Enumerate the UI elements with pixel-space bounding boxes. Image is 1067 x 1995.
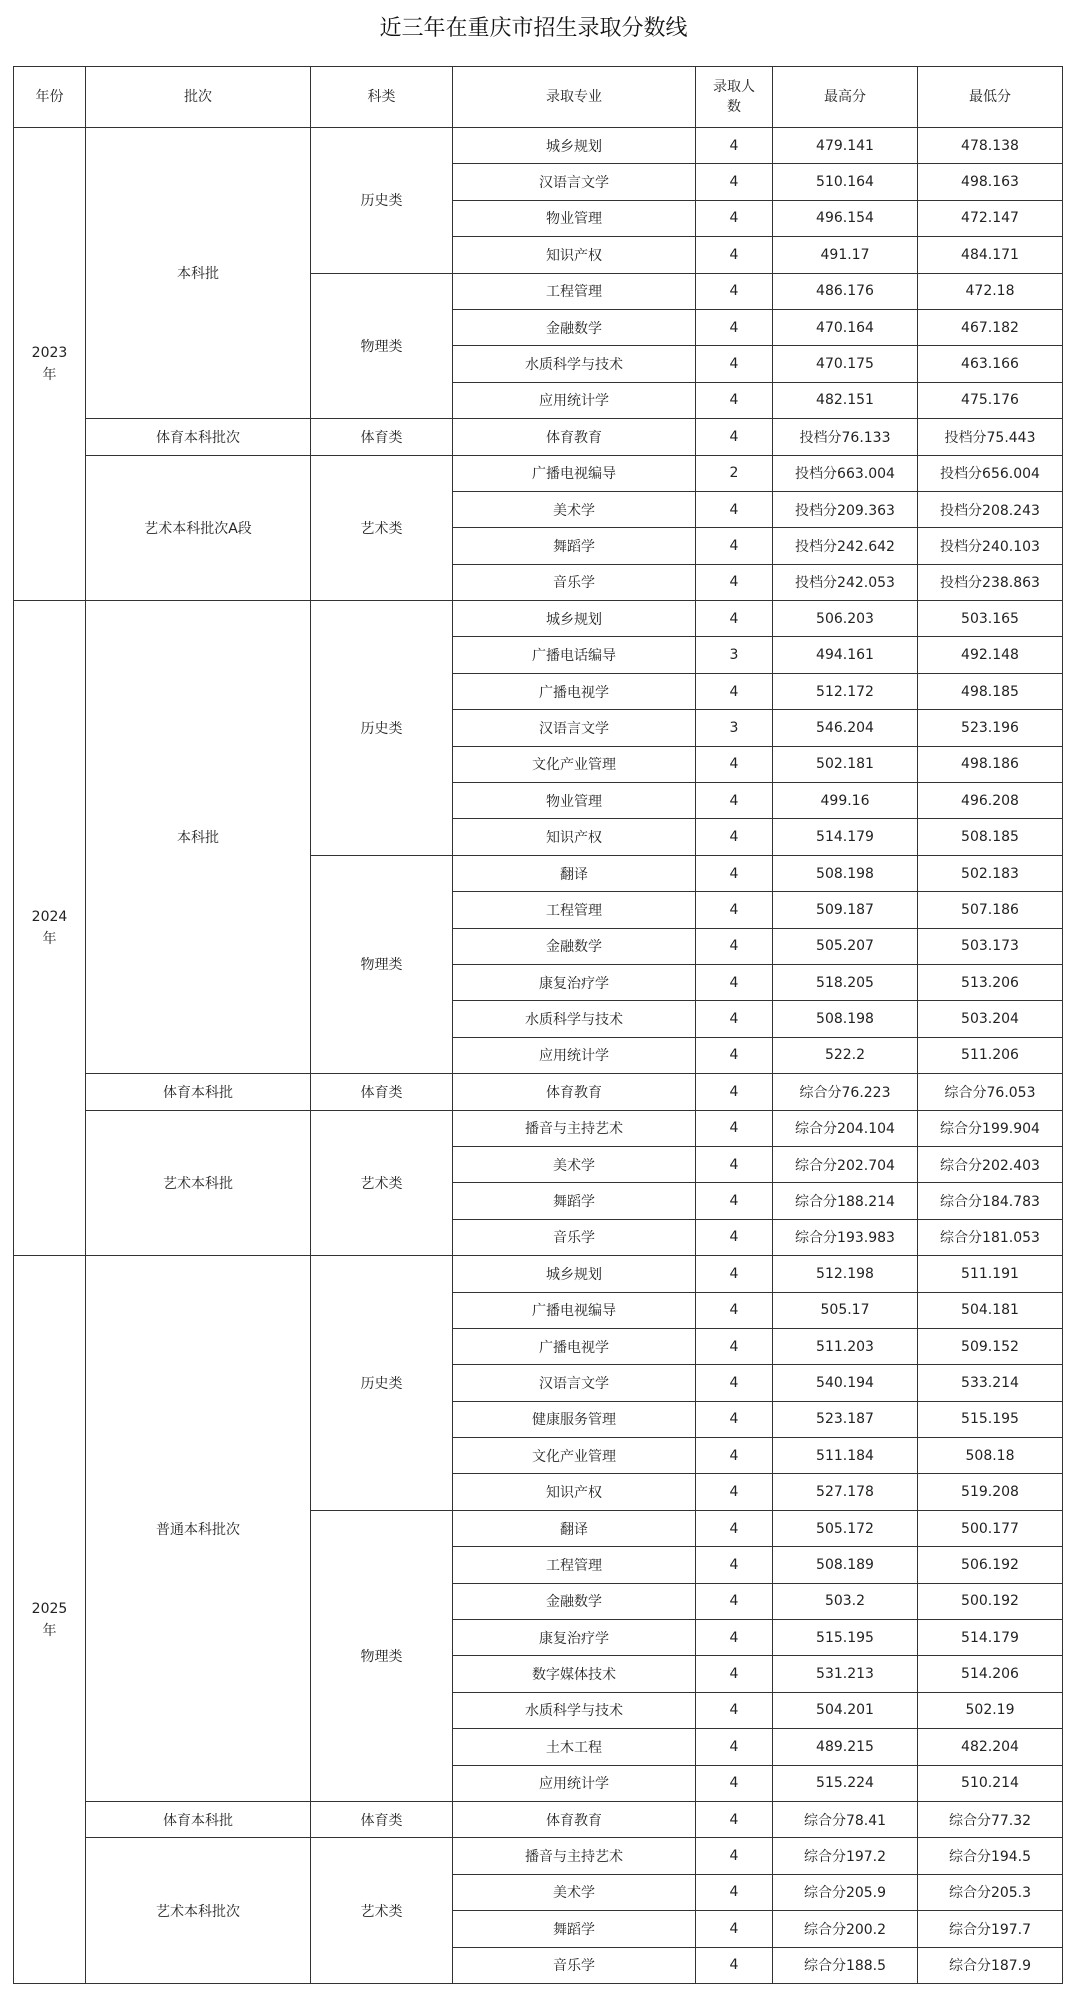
count-cell: 4: [696, 1438, 773, 1474]
count-cell: 4: [696, 1620, 773, 1656]
count-cell: 4: [696, 528, 773, 564]
major-cell: 应用统计学: [453, 1765, 696, 1801]
max-score-cell: 508.198: [773, 1001, 918, 1037]
count-cell: 2: [696, 455, 773, 491]
major-cell: 知识产权: [453, 819, 696, 855]
count-cell: 4: [696, 491, 773, 527]
min-score-cell: 综合分202.403: [918, 1146, 1063, 1182]
min-score-cell: 533.214: [918, 1365, 1063, 1401]
major-cell: 金融数学: [453, 1583, 696, 1619]
max-score-cell: 503.2: [773, 1583, 918, 1619]
batch-cell: 普通本科批次: [86, 1256, 311, 1802]
min-score-cell: 投档分240.103: [918, 528, 1063, 564]
max-score-cell: 496.154: [773, 200, 918, 236]
min-score-cell: 503.165: [918, 601, 1063, 637]
max-score-cell: 506.203: [773, 601, 918, 637]
major-cell: 汉语言文学: [453, 710, 696, 746]
category-cell: 物理类: [311, 855, 453, 1073]
min-score-cell: 514.179: [918, 1620, 1063, 1656]
min-score-cell: 投档分208.243: [918, 491, 1063, 527]
max-score-cell: 投档分242.053: [773, 564, 918, 600]
count-cell: 4: [696, 1947, 773, 1983]
batch-cell: 本科批: [86, 128, 311, 419]
count-cell: 4: [696, 1074, 773, 1110]
min-score-cell: 492.148: [918, 637, 1063, 673]
min-score-cell: 502.19: [918, 1692, 1063, 1728]
max-score-cell: 523.187: [773, 1401, 918, 1437]
count-cell: 4: [696, 892, 773, 928]
major-cell: 水质科学与技术: [453, 1692, 696, 1728]
major-cell: 文化产业管理: [453, 1438, 696, 1474]
min-score-cell: 综合分205.3: [918, 1874, 1063, 1910]
major-cell: 舞蹈学: [453, 1911, 696, 1947]
min-score-cell: 500.177: [918, 1510, 1063, 1546]
max-score-cell: 505.172: [773, 1510, 918, 1546]
major-cell: 金融数学: [453, 309, 696, 345]
count-cell: 4: [696, 1401, 773, 1437]
major-cell: 体育教育: [453, 1801, 696, 1837]
table-header: [14, 67, 1063, 128]
max-score-cell: 512.172: [773, 673, 918, 709]
max-score-cell: 综合分188.214: [773, 1183, 918, 1219]
count-cell: 4: [696, 1547, 773, 1583]
count-cell: 4: [696, 1037, 773, 1073]
major-cell: 物业管理: [453, 783, 696, 819]
min-score-cell: 511.191: [918, 1256, 1063, 1292]
min-score-cell: 498.186: [918, 746, 1063, 782]
count-cell: 4: [696, 1183, 773, 1219]
min-score-cell: 514.206: [918, 1656, 1063, 1692]
table-row: [14, 1256, 1063, 1292]
max-score-cell: 综合分76.223: [773, 1074, 918, 1110]
max-score-cell: 527.178: [773, 1474, 918, 1510]
major-cell: 工程管理: [453, 273, 696, 309]
major-cell: 播音与主持艺术: [453, 1110, 696, 1146]
max-score-cell: 479.141: [773, 128, 918, 164]
min-score-cell: 504.181: [918, 1292, 1063, 1328]
header-max: 最高分: [773, 67, 918, 128]
table-row: [14, 1074, 1063, 1110]
major-cell: 播音与主持艺术: [453, 1838, 696, 1874]
max-score-cell: 546.204: [773, 710, 918, 746]
min-score-cell: 482.204: [918, 1729, 1063, 1765]
max-score-cell: 489.215: [773, 1729, 918, 1765]
major-cell: 汉语言文学: [453, 164, 696, 200]
min-score-cell: 综合分197.7: [918, 1911, 1063, 1947]
count-cell: 4: [696, 273, 773, 309]
max-score-cell: 470.175: [773, 346, 918, 382]
major-cell: 城乡规划: [453, 601, 696, 637]
batch-cell: 艺术本科批次A段: [86, 455, 311, 601]
count-cell: 4: [696, 783, 773, 819]
category-cell: 艺术类: [311, 455, 453, 601]
major-cell: 土木工程: [453, 1729, 696, 1765]
max-score-cell: 511.184: [773, 1438, 918, 1474]
category-cell: 历史类: [311, 128, 453, 274]
batch-cell: 体育本科批: [86, 1801, 311, 1837]
max-score-cell: 486.176: [773, 273, 918, 309]
max-score-cell: 482.151: [773, 382, 918, 418]
count-cell: 4: [696, 346, 773, 382]
category-cell: 体育类: [311, 419, 453, 455]
max-score-cell: 515.224: [773, 1765, 918, 1801]
count-cell: 4: [696, 1256, 773, 1292]
max-score-cell: 494.161: [773, 637, 918, 673]
max-score-cell: 504.201: [773, 1692, 918, 1728]
header-category: 科类: [311, 67, 453, 128]
table-row: [14, 455, 1063, 491]
min-score-cell: 506.192: [918, 1547, 1063, 1583]
count-cell: 4: [696, 419, 773, 455]
major-cell: 音乐学: [453, 1947, 696, 1983]
table-row: [14, 128, 1063, 164]
major-cell: 工程管理: [453, 892, 696, 928]
year-cell: [14, 128, 86, 601]
major-cell: 舞蹈学: [453, 528, 696, 564]
batch-cell: 本科批: [86, 601, 311, 1074]
major-cell: 音乐学: [453, 564, 696, 600]
count-cell: 4: [696, 1911, 773, 1947]
page-title: 近三年在重庆市招生录取分数线: [379, 16, 688, 41]
table-row: [14, 1838, 1063, 1874]
major-cell: 康复治疗学: [453, 964, 696, 1000]
major-cell: 美术学: [453, 491, 696, 527]
min-score-cell: 496.208: [918, 783, 1063, 819]
header-count-line1: 录取人: [713, 79, 755, 95]
major-cell: 金融数学: [453, 928, 696, 964]
max-score-cell: 511.203: [773, 1328, 918, 1364]
category-cell: 历史类: [311, 601, 453, 856]
category-cell: 体育类: [311, 1801, 453, 1837]
header-year: 年份: [14, 67, 86, 128]
table-row: [14, 419, 1063, 455]
count-cell: 4: [696, 564, 773, 600]
min-score-cell: 综合分76.053: [918, 1074, 1063, 1110]
major-cell: 文化产业管理: [453, 746, 696, 782]
max-score-cell: 综合分202.704: [773, 1146, 918, 1182]
max-score-cell: 综合分200.2: [773, 1911, 918, 1947]
year-value: 2024: [31, 909, 68, 926]
max-score-cell: 投档分209.363: [773, 491, 918, 527]
year-cell: [14, 601, 86, 1256]
count-cell: 4: [696, 1583, 773, 1619]
major-cell: 广播电视学: [453, 1328, 696, 1364]
major-cell: 应用统计学: [453, 1037, 696, 1073]
max-score-cell: 531.213: [773, 1656, 918, 1692]
min-score-cell: 投档分656.004: [918, 455, 1063, 491]
min-score-cell: 523.196: [918, 710, 1063, 746]
category-cell: 物理类: [311, 273, 453, 419]
major-cell: 音乐学: [453, 1219, 696, 1255]
max-score-cell: 综合分188.5: [773, 1947, 918, 1983]
min-score-cell: 502.183: [918, 855, 1063, 891]
max-score-cell: 综合分193.983: [773, 1219, 918, 1255]
count-cell: 4: [696, 382, 773, 418]
min-score-cell: 综合分184.783: [918, 1183, 1063, 1219]
min-score-cell: 513.206: [918, 964, 1063, 1000]
count-cell: 4: [696, 1765, 773, 1801]
max-score-cell: 综合分204.104: [773, 1110, 918, 1146]
major-cell: 汉语言文学: [453, 1365, 696, 1401]
table-body: [14, 128, 1063, 1984]
category-cell: 物理类: [311, 1510, 453, 1801]
count-cell: 4: [696, 200, 773, 236]
min-score-cell: 投档分75.443: [918, 419, 1063, 455]
header-min: 最低分: [918, 67, 1063, 128]
max-score-cell: 491.17: [773, 237, 918, 273]
header-count: [696, 67, 773, 128]
count-cell: 3: [696, 710, 773, 746]
major-cell: 体育教育: [453, 419, 696, 455]
major-cell: 水质科学与技术: [453, 1001, 696, 1037]
count-cell: 4: [696, 1874, 773, 1910]
major-cell: 翻译: [453, 855, 696, 891]
min-score-cell: 综合分77.32: [918, 1801, 1063, 1837]
max-score-cell: 508.189: [773, 1547, 918, 1583]
count-cell: 4: [696, 164, 773, 200]
major-cell: 体育教育: [453, 1074, 696, 1110]
major-cell: 翻译: [453, 1510, 696, 1546]
max-score-cell: 515.195: [773, 1620, 918, 1656]
min-score-cell: 508.185: [918, 819, 1063, 855]
major-cell: 应用统计学: [453, 382, 696, 418]
category-cell: 艺术类: [311, 1838, 453, 1984]
count-cell: 4: [696, 819, 773, 855]
min-score-cell: 综合分181.053: [918, 1219, 1063, 1255]
max-score-cell: 505.17: [773, 1292, 918, 1328]
major-cell: 城乡规划: [453, 1256, 696, 1292]
batch-cell: 艺术本科批: [86, 1110, 311, 1256]
count-cell: 4: [696, 1146, 773, 1182]
min-score-cell: 508.18: [918, 1438, 1063, 1474]
major-cell: 广播电视学: [453, 673, 696, 709]
count-cell: 4: [696, 601, 773, 637]
table-row: [14, 601, 1063, 637]
min-score-cell: 511.206: [918, 1037, 1063, 1073]
count-cell: 4: [696, 1474, 773, 1510]
max-score-cell: 499.16: [773, 783, 918, 819]
major-cell: 康复治疗学: [453, 1620, 696, 1656]
table-row: [14, 1801, 1063, 1837]
max-score-cell: 514.179: [773, 819, 918, 855]
min-score-cell: 投档分238.863: [918, 564, 1063, 600]
max-score-cell: 综合分78.41: [773, 1801, 918, 1837]
count-cell: 4: [696, 746, 773, 782]
min-score-cell: 472.18: [918, 273, 1063, 309]
count-cell: 4: [696, 237, 773, 273]
count-cell: 4: [696, 1729, 773, 1765]
count-cell: 4: [696, 1365, 773, 1401]
year-cell: [14, 1256, 86, 1984]
max-score-cell: 投档分663.004: [773, 455, 918, 491]
count-cell: 4: [696, 1656, 773, 1692]
max-score-cell: 投档分76.133: [773, 419, 918, 455]
major-cell: 数字媒体技术: [453, 1656, 696, 1692]
category-cell: 艺术类: [311, 1110, 453, 1256]
header-row: [14, 67, 1063, 128]
count-cell: 4: [696, 1510, 773, 1546]
min-score-cell: 478.138: [918, 128, 1063, 164]
min-score-cell: 503.204: [918, 1001, 1063, 1037]
table-row: [14, 1110, 1063, 1146]
max-score-cell: 509.187: [773, 892, 918, 928]
min-score-cell: 472.147: [918, 200, 1063, 236]
count-cell: 4: [696, 128, 773, 164]
major-cell: 舞蹈学: [453, 1183, 696, 1219]
min-score-cell: 484.171: [918, 237, 1063, 273]
major-cell: 美术学: [453, 1146, 696, 1182]
min-score-cell: 综合分199.904: [918, 1110, 1063, 1146]
admission-score-table: [13, 66, 1063, 1984]
major-cell: 美术学: [453, 1874, 696, 1910]
min-score-cell: 519.208: [918, 1474, 1063, 1510]
min-score-cell: 509.152: [918, 1328, 1063, 1364]
year-unit: 年: [42, 931, 57, 948]
max-score-cell: 518.205: [773, 964, 918, 1000]
batch-cell: 艺术本科批次: [86, 1838, 311, 1984]
batch-cell: 体育本科批: [86, 1074, 311, 1110]
count-cell: 4: [696, 309, 773, 345]
min-score-cell: 503.173: [918, 928, 1063, 964]
major-cell: 物业管理: [453, 200, 696, 236]
max-score-cell: 综合分197.2: [773, 1838, 918, 1874]
count-cell: 4: [696, 1838, 773, 1874]
major-cell: 广播电话编导: [453, 637, 696, 673]
min-score-cell: 463.166: [918, 346, 1063, 382]
max-score-cell: 470.164: [773, 309, 918, 345]
category-cell: 历史类: [311, 1256, 453, 1511]
batch-cell: 体育本科批次: [86, 419, 311, 455]
major-cell: 知识产权: [453, 1474, 696, 1510]
count-cell: 4: [696, 1219, 773, 1255]
count-cell: 4: [696, 928, 773, 964]
year-value: 2025: [31, 1600, 68, 1617]
count-cell: 4: [696, 855, 773, 891]
max-score-cell: 505.207: [773, 928, 918, 964]
count-cell: 4: [696, 1801, 773, 1837]
max-score-cell: 510.164: [773, 164, 918, 200]
min-score-cell: 467.182: [918, 309, 1063, 345]
category-cell: 体育类: [311, 1074, 453, 1110]
count-cell: 4: [696, 1292, 773, 1328]
count-cell: 4: [696, 673, 773, 709]
major-cell: 水质科学与技术: [453, 346, 696, 382]
max-score-cell: 540.194: [773, 1365, 918, 1401]
major-cell: 工程管理: [453, 1547, 696, 1583]
major-cell: 健康服务管理: [453, 1401, 696, 1437]
max-score-cell: 522.2: [773, 1037, 918, 1073]
min-score-cell: 综合分187.9: [918, 1947, 1063, 1983]
header-major: 录取专业: [453, 67, 696, 128]
year-unit: 年: [42, 1622, 57, 1639]
min-score-cell: 515.195: [918, 1401, 1063, 1437]
count-cell: 4: [696, 1692, 773, 1728]
min-score-cell: 510.214: [918, 1765, 1063, 1801]
min-score-cell: 498.163: [918, 164, 1063, 200]
major-cell: 广播电视编导: [453, 1292, 696, 1328]
max-score-cell: 508.198: [773, 855, 918, 891]
max-score-cell: 512.198: [773, 1256, 918, 1292]
count-cell: 3: [696, 637, 773, 673]
min-score-cell: 475.176: [918, 382, 1063, 418]
header-batch: 批次: [86, 67, 311, 128]
header-count-line2: 数: [727, 99, 741, 115]
count-cell: 4: [696, 964, 773, 1000]
min-score-cell: 500.192: [918, 1583, 1063, 1619]
major-cell: 城乡规划: [453, 128, 696, 164]
min-score-cell: 综合分194.5: [918, 1838, 1063, 1874]
min-score-cell: 507.186: [918, 892, 1063, 928]
major-cell: 广播电视编导: [453, 455, 696, 491]
count-cell: 4: [696, 1328, 773, 1364]
max-score-cell: 投档分242.642: [773, 528, 918, 564]
max-score-cell: 502.181: [773, 746, 918, 782]
year-unit: 年: [42, 367, 57, 384]
count-cell: 4: [696, 1001, 773, 1037]
count-cell: 4: [696, 1110, 773, 1146]
year-value: 2023: [31, 345, 68, 362]
major-cell: 知识产权: [453, 237, 696, 273]
max-score-cell: 综合分205.9: [773, 1874, 918, 1910]
min-score-cell: 498.185: [918, 673, 1063, 709]
